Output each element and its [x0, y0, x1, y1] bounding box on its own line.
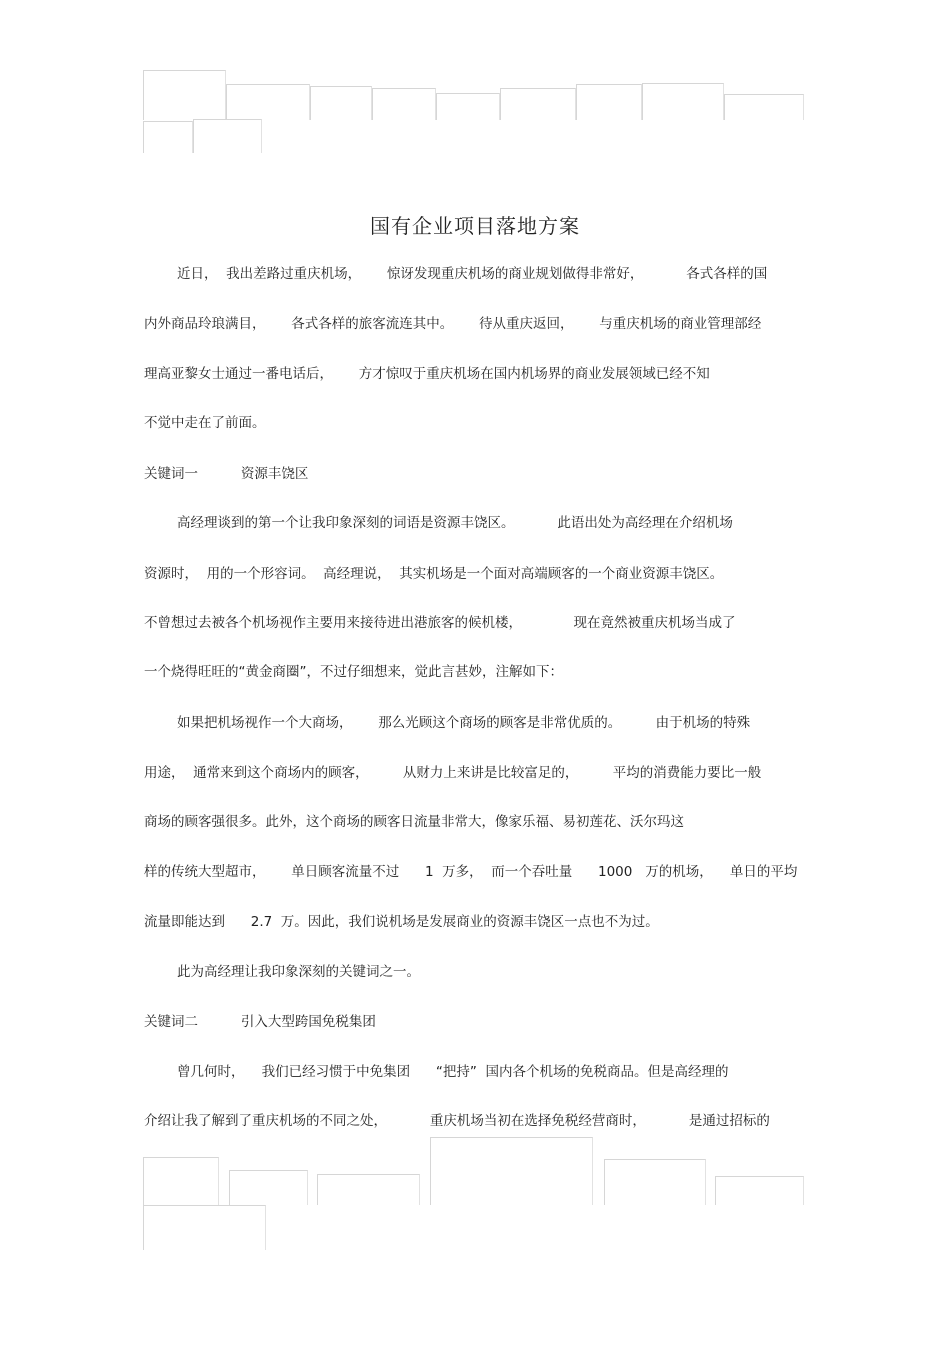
- text-line: 近日， 我出差路过重庆机场， 惊讶发现重庆机场的商业规划做得非常好， 各式各样的国: [177, 266, 768, 282]
- decorative-frame: [143, 1157, 219, 1205]
- decorative-frame: [604, 1159, 706, 1205]
- text-line: 用途， 通常来到这个商场内的顾客， 从财力上来讲是比较富足的， 平均的消费能力要比一般: [144, 765, 762, 781]
- text-line: 不曾想过去被各个机场视作主要用来接待进出港旅客的候机楼， 现在竟然被重庆机场当成了: [144, 615, 736, 631]
- text-line: 流量即能达到 2.7 万。因此，我们说机场是发展商业的资源丰饶区一点也不为过。: [144, 914, 659, 930]
- text-line: 介绍让我了解到了重庆机场的不同之处， 重庆机场当初在选择免税经营商时， 是通过招标的: [144, 1113, 770, 1129]
- decorative-frame: [430, 1137, 593, 1205]
- text-line: 内外商品玲琅满目， 各式各样的旅客流连其中。 待从重庆返回， 与重庆机场的商业管理部经: [144, 316, 762, 332]
- section-heading: 关键词二 引入大型跨国免税集团: [144, 1014, 376, 1030]
- decorative-frame: [193, 119, 262, 153]
- text-line: 理高亚黎女士通过一番电话后， 方才惊叹于重庆机场在国内机场界的商业发展领域已经不知: [144, 366, 710, 382]
- decorative-frame: [317, 1174, 420, 1205]
- text-line: 如果把机场视作一个大商场， 那么光顾这个商场的顾客是非常优质的。 由于机场的特殊: [177, 715, 751, 731]
- text-line: 一个烧得旺旺的“黄金商圈”，不过仔细想来，觉此言甚妙，注解如下：: [144, 664, 563, 680]
- decorative-frame: [143, 70, 226, 120]
- document-title: 国有企业项目落地方案: [370, 214, 580, 238]
- decorative-frame: [372, 88, 436, 120]
- decorative-frame: [229, 1170, 308, 1205]
- decorative-frame: [143, 121, 193, 153]
- text-line: 资源时， 用的一个形容词。 高经理说， 其实机场是一个面对高端顾客的一个商业资源丰饶区。: [144, 566, 724, 582]
- decorative-frame: [642, 83, 724, 120]
- decorative-frame: [143, 1205, 266, 1250]
- decorative-frame: [310, 86, 372, 120]
- text-line: 高经理谈到的第一个让我印象深刻的词语是资源丰饶区。 此语出处为高经理在介绍机场: [177, 515, 733, 531]
- section-heading: 关键词一 资源丰饶区: [144, 466, 309, 482]
- decorative-frame: [500, 88, 576, 120]
- decorative-frame: [724, 94, 804, 120]
- decorative-frame: [226, 84, 310, 120]
- decorative-frame: [715, 1176, 804, 1205]
- text-line: 此为高经理让我印象深刻的关键词之一。: [177, 964, 420, 980]
- text-line: 曾几何时， 我们已经习惯于中免集团 “把持” 国内各个机场的免税商品。但是高经理的: [177, 1064, 729, 1080]
- decorative-frame: [436, 93, 500, 120]
- text-line: 不觉中走在了前面。: [144, 415, 266, 431]
- text-line: 商场的顾客强很多。此外，这个商场的顾客日流量非常大，像家乐福、易初莲花、沃尔玛这: [144, 814, 684, 830]
- text-line: 样的传统大型超市， 单日顾客流量不过 1 万多， 而一个吞吐量 1000 万的机场， 单日的平均: [144, 864, 798, 880]
- decorative-frame: [576, 84, 642, 120]
